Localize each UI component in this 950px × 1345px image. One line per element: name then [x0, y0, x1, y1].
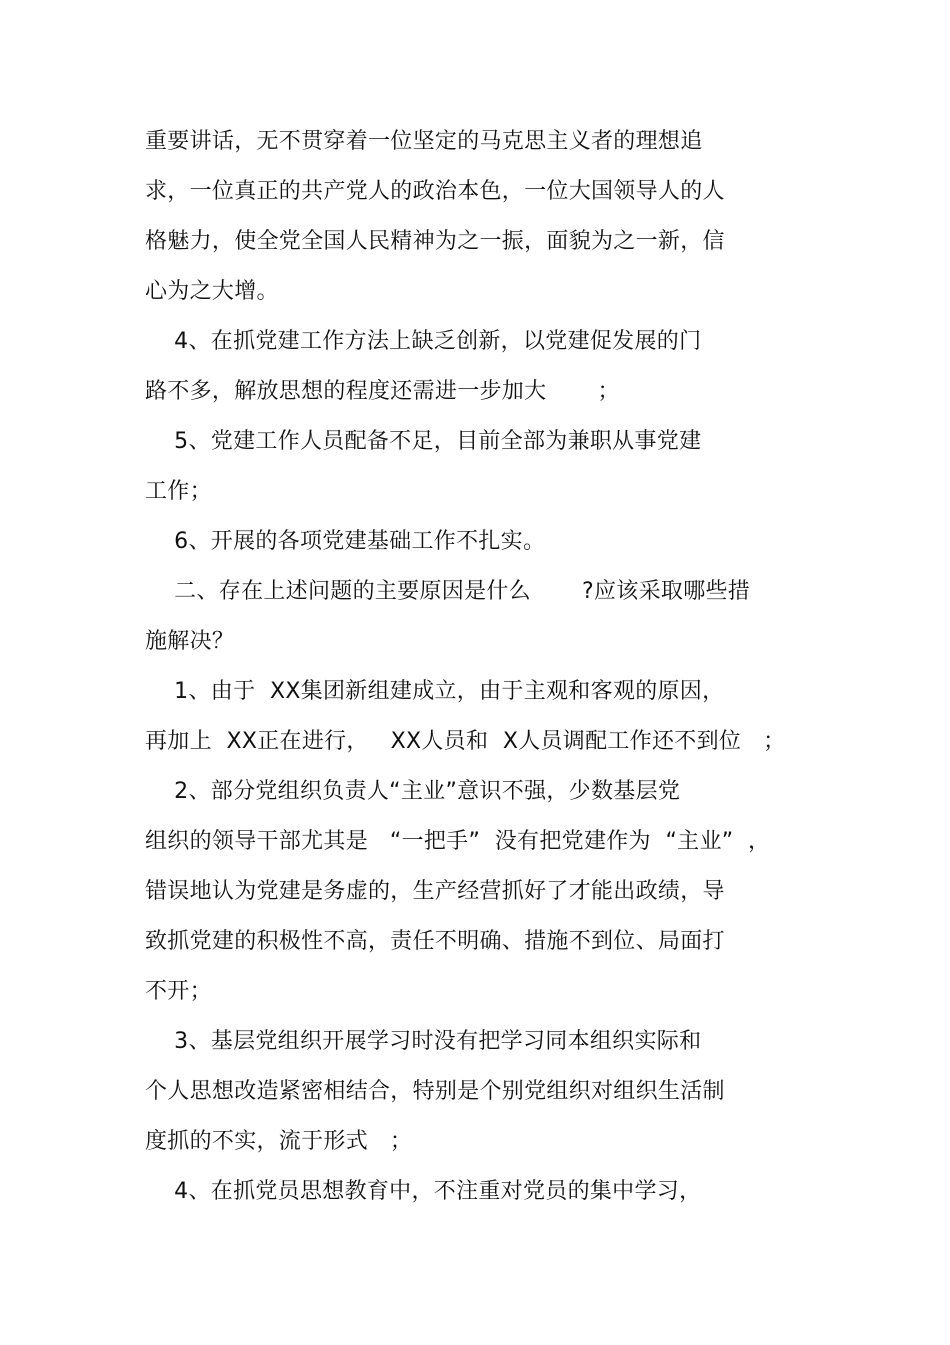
- text-line: 3、基层党组织开展学习时没有把学习同本组织实际和: [145, 1029, 702, 1054]
- text-line: 2、部分党组织负责人“主业”意识不强，少数基层党: [145, 779, 681, 804]
- text-line: 1、由于 XX集团新组建成立，由于主观和客观的原因，: [145, 679, 725, 704]
- text-line: 度抓的不实，流于形式 ；: [145, 1129, 413, 1154]
- text-line: 4、在抓党员思想教育中，不注重对党员的集中学习，: [145, 1179, 702, 1204]
- text-line: 5、党建工作人员配备不足，目前全部为兼职从事党建: [145, 429, 702, 454]
- text-line: 工作；: [145, 479, 212, 504]
- text-line: 4、在抓党建工作方法上缺乏创新，以党建促发展的门: [145, 329, 702, 354]
- text-line: 重要讲话，无不贯穿着一位坚定的马克思主义者的理想追: [145, 129, 703, 154]
- text-line: 二、存在上述问题的主要原因是什么 ?应该采取哪些措: [145, 579, 751, 604]
- text-line: 心为之大增。: [145, 279, 279, 304]
- text-line: 不开；: [145, 979, 212, 1004]
- text-line: 格魅力，使全党全国人民精神为之一振，面貌为之一新，信: [145, 229, 725, 254]
- text-line: 再加上 XX正在进行， XX人员和 X人员调配工作还不到位 ；: [145, 729, 786, 754]
- text-line: 致抓党建的积极性不高，责任不明确、措施不到位、局面打: [145, 929, 725, 954]
- text-line: 路不多，解放思想的程度还需进一步加大 ；: [145, 379, 620, 404]
- text-line: 6、开展的各项党建基础工作不扎实。: [145, 529, 546, 554]
- text-line: 错误地认为党建是务虚的，生产经营抓好了才能出政绩，导: [145, 879, 725, 904]
- text-line: 个人思想改造紧密相结合，特别是个别党组织对组织生活制: [145, 1079, 725, 1104]
- text-line: 施解决？: [145, 629, 235, 654]
- text-line: 求，一位真正的共产党人的政治本色，一位大国领导人的人: [145, 179, 725, 204]
- text-line: 组织的领导干部尤其是 “一把手” 没有把党建作为 “主业” ，: [145, 829, 771, 854]
